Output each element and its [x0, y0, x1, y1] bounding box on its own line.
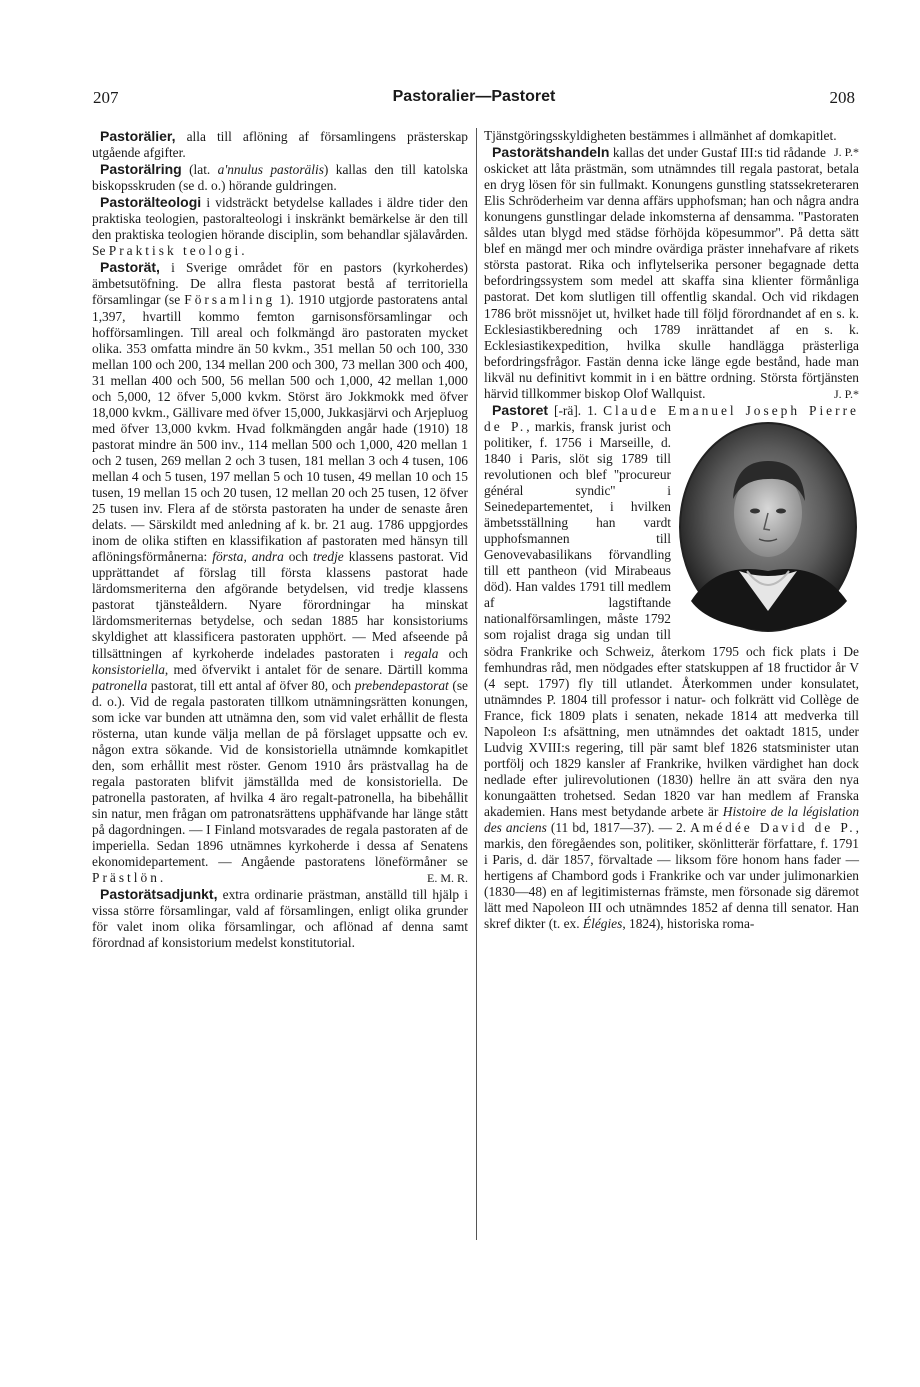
cross-reference: Praktisk teologi — [108, 243, 242, 259]
page-number-left: 207 — [93, 88, 119, 107]
headword: Pastoret — [492, 401, 549, 418]
entry-pastorat: Pastorät, i Sverige området för en pastors (kyrkoherdes) ämbetsutöfning. De allra flesta pastorat bestå af territoriella församlingar (se Församling 1). 1910 utgjorde pastoratens antal 1,397, hvartill kommo femton garnisonsförsamlingar och hofförsamlingen. Till areal och folkmängd äro pastoraten mycket olika. 353 omfatta mindre än 50 kvkm., 351 mellan 50 och 100, 330 mellan 100 och 200, 134 mellan 200 och 300, 73 mellan 300 och 400, 31 mellan 400 och 500, 56 mellan 500 och 1,000, 42 mellan 1,000 och 5,000, 12 öfver 5,000 kvkm. Störst äro Jokkmokk med öfver 18,000 kvkm., Gällivare med öfver 15,000, Jukkasjärvi och Arjepluog med öfver 13,000 kvkm. Hvad folkmängden angår hade (1910) 18 pastorat mindre än 500 inv., 114 mellan 500 och 1,000, 420 mellan 1 och 2 tusen, 269 mellan 2 och 3 tusen, 181 mellan 3 och 4 tusen, 106 mellan 4 och 5 tusen, 197 mellan 5 och 10 tusen, 49 mellan 10 och 15 tusen, 19 mellan 15 och 20 tusen, 12 mellan 20 och 25 tusen, 12 öfver 25 tusen inv. Flera af de största pastoraten ha under de senaste åren delats. — Särskildt med anledning af k. br. 21 aug. 1786 uppgjordes inom de olika stiften en klassifikation af pastoraten med hänsyn till aflöningsförmånerna: första, andra och tredje klassens pastorat. Vid upprättandet af förslag till första klassens pastorat hade lärdomsmeriterna den afgörande betydelsen, vid tredje klassens pastorat tjänsteåldern. Nyare förordningar ha minskat lärdomsmeriternas betydelse, och sedan 1885 har konsistoriums skyldighet att klassificera pastoraten upphört. — Med afseende på tillsättningen af kyrkoherde indelades pastoraten i regala och konsistoriella, med öfvervikt i antalet för de senare. Därtill komma patronella pastorat, till ett antal af öfver 80, och prebendepastorat (se d. o.). Vid de regala pastoraten tillkom utnämningsrätten konungen, som icke var bunden att utnämna den, som vid valet erhållit de flesta rösterna, utan kunde välja mellan de på förslaget uppsatte och ev. någon extra sökande. Vid de konsistoriella utnämnde komkapitlet den, som erhållit mest röster. Genom 1910 års prästvallag ha de regala pastoraten blifvit jämställda med de konsistoriella. De patronella pastoraten, af hvilka 4 äro regalt-patronella, ha bibehållit sin natur, men frågan om patronatsrättens upphäfvande har länge stått på dagordningen. — I Finland motsvarades de regala pastoraten af de imperiella. Sedan 1896 utnämnes kyrkoherde i dessa af Senatens ekonomidepartement. — Angående pastoratens löneförmåner se Prästlön. E. M. R. — [92, 259, 468, 886]
entry-pastoralteologi: Pastorälteologi i vidsträckt betydelse kallades i äldre tider den praktiska teologien, pastoralteologi i inskränkt bemärkelse är den till den praktiska teologien hörande disciplin, som behandlar själavården. Se Praktisk teologi. — [92, 194, 468, 259]
author-signature: J. P.* — [833, 145, 859, 160]
entry-pastoratsadjunkt: Pastorätsadjunkt, extra ordinarie prästman, anställd till hjälp i vissa större församlingar, vald af församlingen, enligt olika grunder för valet inom olika församlingar, och aflönad af denna samt förordnad af konsistorium medelst konstitutorial. — [92, 886, 468, 951]
author-signature: J. P.* — [833, 386, 859, 401]
cross-reference: Församling — [184, 292, 276, 308]
entry-pastoratshandeln: Pastorätshandeln kallas det under Gustaf III:s tid rådande oskicket att låta prästmän, som utnämndes till regala pastorat, betala en dryg lösen för sin fullmakt. Konungens gunstling statssekreteraren Elis Schröderheim var denna affärs upphofsman; han och några andra konungens gunstlingar delade inkomsterna af densamma. ''Pastoraten såldes utan blygd med städse förhöjda köpesummor''. På detta sätt blef en mängd mer och mindre ovärdiga präster innehafvare af rikets största pastorat. Rika och inflytelserika personer begagnade detta befordringssystem som medel att skaffa sina klienter förmånliga pastorat. Det kom slutligen till offentlig skandal. Och vid rikdagen 1786 bröt missnöjet ut, hvilket hade till följd förordnandet af en s. k. Ecklesiastikberedning och 1789 inrättandet af en s. k. Ecklesiastikexpedition, hvilka skulle handlägga prästerliga befordringsfrågor. Fastän denna icke länge egde bestånd, hade man likväl nu definitivt kommit in i en bättre ordning. Största förtjänsten härvid tillkommer biskop Olof Wallquist. J. P.* — [484, 144, 859, 401]
column-divider — [476, 128, 477, 1240]
headword: Pastorälteologi — [100, 194, 202, 211]
entry-pastoralier: Pastorälier, alla till aflöning af församlingens prästerskap utgående afgifter. — [92, 128, 468, 161]
author-signature: E. M. R. — [426, 871, 468, 886]
left-column — [92, 128, 468, 951]
entry-continuation: Tjänstgöringsskyldigheten bestämmes i allmänhet af domkapitlet. J. P.* — [484, 128, 859, 160]
headword: Pastorätshandeln — [492, 144, 610, 161]
headword: Pastorät, — [100, 259, 160, 276]
entry-pastoret: Pastoret [-rä]. 1. Claude Emanuel Joseph Pierre de P. , markis, fransk jurist och politiker, f. 1756 i Marseille, d. 1840 i Paris, slöt sig 1789 till revolutionen och blef ''procureur général syndic'' i Seinedepartementet, i hvilken ämbetsställning han vardt upphofsmannen till Genovevabasilikans förvandling till ett pantheon (vid Mirabeaus död). Han valdes 1791 till medlem af lagstiftande nationalförsamlingen, måste 1792 som rojalist draga sig undan till södra Frankrike och Schweiz, återkom 1795 och fick plats i De femhundras råd, men nödgades efter statskuppen af 18 fructidor år V (4 sept. 1797) fly till utlandet. Återkommen under konsulatet, utnämndes P. 1804 till professor i natur- och folkrätt vid Collège de France, fick 1809 plats i senaten, nekade 1814 att medverka till Napoleon I:s afsättning, men utnämndes det oaktadt 1815, under Ludvig XVIII:s regering, till pär samt blef 1826 statsminister utan portfölj och 1829 kansler af Frankrike, hvilken värdighet han dock nedlade efter julirevolutionen (1830) hellre än att svära den nya konungaätten trohetsed. Sedan 1820 var han medlem af Franska akademien. Hans mest betydande arbete är Histoire de la législation des anciens (11 bd, 1817—37). — 2. Amédée David de P., markis, den föregåendes son, politiker, skönlitterär författare, f. 1791 i Paris, d. där 1857, förvaltade — liksom före honom hans fader — hertigens af Chambord gods i Frankrike och var under julimonarkien (1830—48) en af legitimisternas främste, men försonade sig däremot lätt med Napoleon III och utnämndes 1852 af denna till senator. Han skref dikter (t. ex. Élégies, 1824), historiska roma- — [484, 401, 860, 932]
page-header — [93, 88, 855, 114]
cross-reference: Prästlön — [92, 870, 160, 886]
headword: Pastorälring — [100, 161, 182, 178]
entry-pastoralring: Pastorälring (lat. a'nnulus pastorälis) kallas den till katolska biskopsskruden (se d. o.) hörande guldringen. — [92, 161, 468, 194]
headword: Pastorälier, — [100, 128, 176, 144]
running-head: Pastoralier—Pastoret — [392, 88, 556, 105]
right-column — [484, 128, 859, 932]
person-name: Amédée David de P. — [690, 820, 856, 836]
portrait-image — [677, 421, 859, 633]
headword: Pastorätsadjunkt, — [100, 886, 218, 903]
page-number-right: 208 — [829, 88, 855, 107]
person-name: Claude Emanuel Joseph Pierre de P. — [484, 402, 859, 434]
